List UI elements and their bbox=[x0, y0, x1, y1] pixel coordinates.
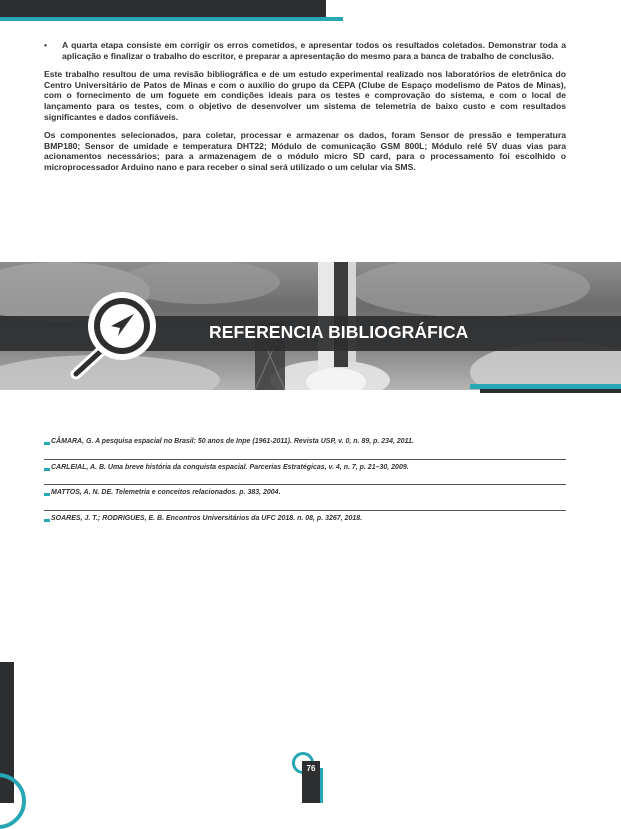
list-item bbox=[44, 485, 566, 511]
top-decorative-bar bbox=[0, 0, 326, 17]
list-marker bbox=[44, 519, 50, 522]
list-marker bbox=[44, 442, 50, 445]
bullet-text: A quarta etapa consiste em corrigir os erros cometidos, e apresentar todos os resultados coletados. Demonstrar toda a aplicação e finalizar o trabalho do escritor, e preparar a apresentação do mesmo para a banca de trabalho de conclusão. bbox=[62, 40, 566, 61]
page-number-stripe bbox=[320, 768, 323, 803]
magnifier-compass-icon bbox=[66, 288, 166, 388]
paragraph-components: Os componentes selecionados, para coletar, processar e armazenar os dados, foram Sensor de pressão e temperatura BMP180; Sensor de umidade e temperatura DHT22; Módulo de comunicação GSM 800L; Módulo relé 5V duas vias para acionamentos necessários; para a armazenagem de o módulo micro SD card, para o processamento foi escolhido o microprocessador Arduino nano e para receber o sinal será utilizado o um celular via SMS. bbox=[44, 130, 566, 172]
page-number: 76 bbox=[306, 764, 316, 773]
list-item bbox=[44, 434, 566, 460]
reference-text: CARLEIAL, A. B. Uma breve história da conquista espacial. Parcerias Estratégicas, v. 4, n. 7, p. 21–30, 2009. bbox=[51, 463, 409, 471]
bullet-symbol: • bbox=[44, 40, 48, 50]
list-marker bbox=[44, 493, 50, 496]
bullet-item bbox=[44, 40, 566, 61]
reference-text: MATTOS, A. N. DE. Telemetria e conceitos relacionados. p. 383, 2004. bbox=[51, 489, 281, 496]
paragraph-summary: Este trabalho resultou de uma revisão bibliográfica e de um estudo experimental realizado nos laboratórios de eletrônica do Centro Universitário de Patos de Minas e com o auxílio do grupo da CEPA (Clube de Espaço modelismo de Patos de Minas), com o fornecimento de um foguete em condições ideais para os testes e comprovação do sistema, e com o local de lançamento para os testes, com o objetivo de desenvolver um sistema de telemetria de baixo custo e com resultados significantes e dados confiáveis. bbox=[44, 69, 566, 122]
section-title: REFERENCIA BIBLIOGRÁFICA bbox=[209, 322, 469, 342]
references-list bbox=[44, 434, 566, 536]
body-text bbox=[44, 40, 566, 181]
banner-dark-line bbox=[480, 389, 621, 393]
list-item bbox=[44, 460, 566, 486]
bottom-left-arc bbox=[0, 773, 26, 829]
reference-text: CÂMARA, G. A pesquisa espacial no Brasil: 50 anos de Inpe (1961-2011). Revista USP, v. 0, n. 89, p. 234, 2011. bbox=[51, 438, 414, 445]
list-marker bbox=[44, 468, 50, 471]
top-accent-line bbox=[0, 17, 343, 21]
reference-text: SOARES, J. T.; RODRIGUES, E. B. Encontros Universitários da UFC 2018. n. 08, p. 3267, 2018. bbox=[51, 514, 363, 522]
list-item bbox=[44, 511, 566, 537]
